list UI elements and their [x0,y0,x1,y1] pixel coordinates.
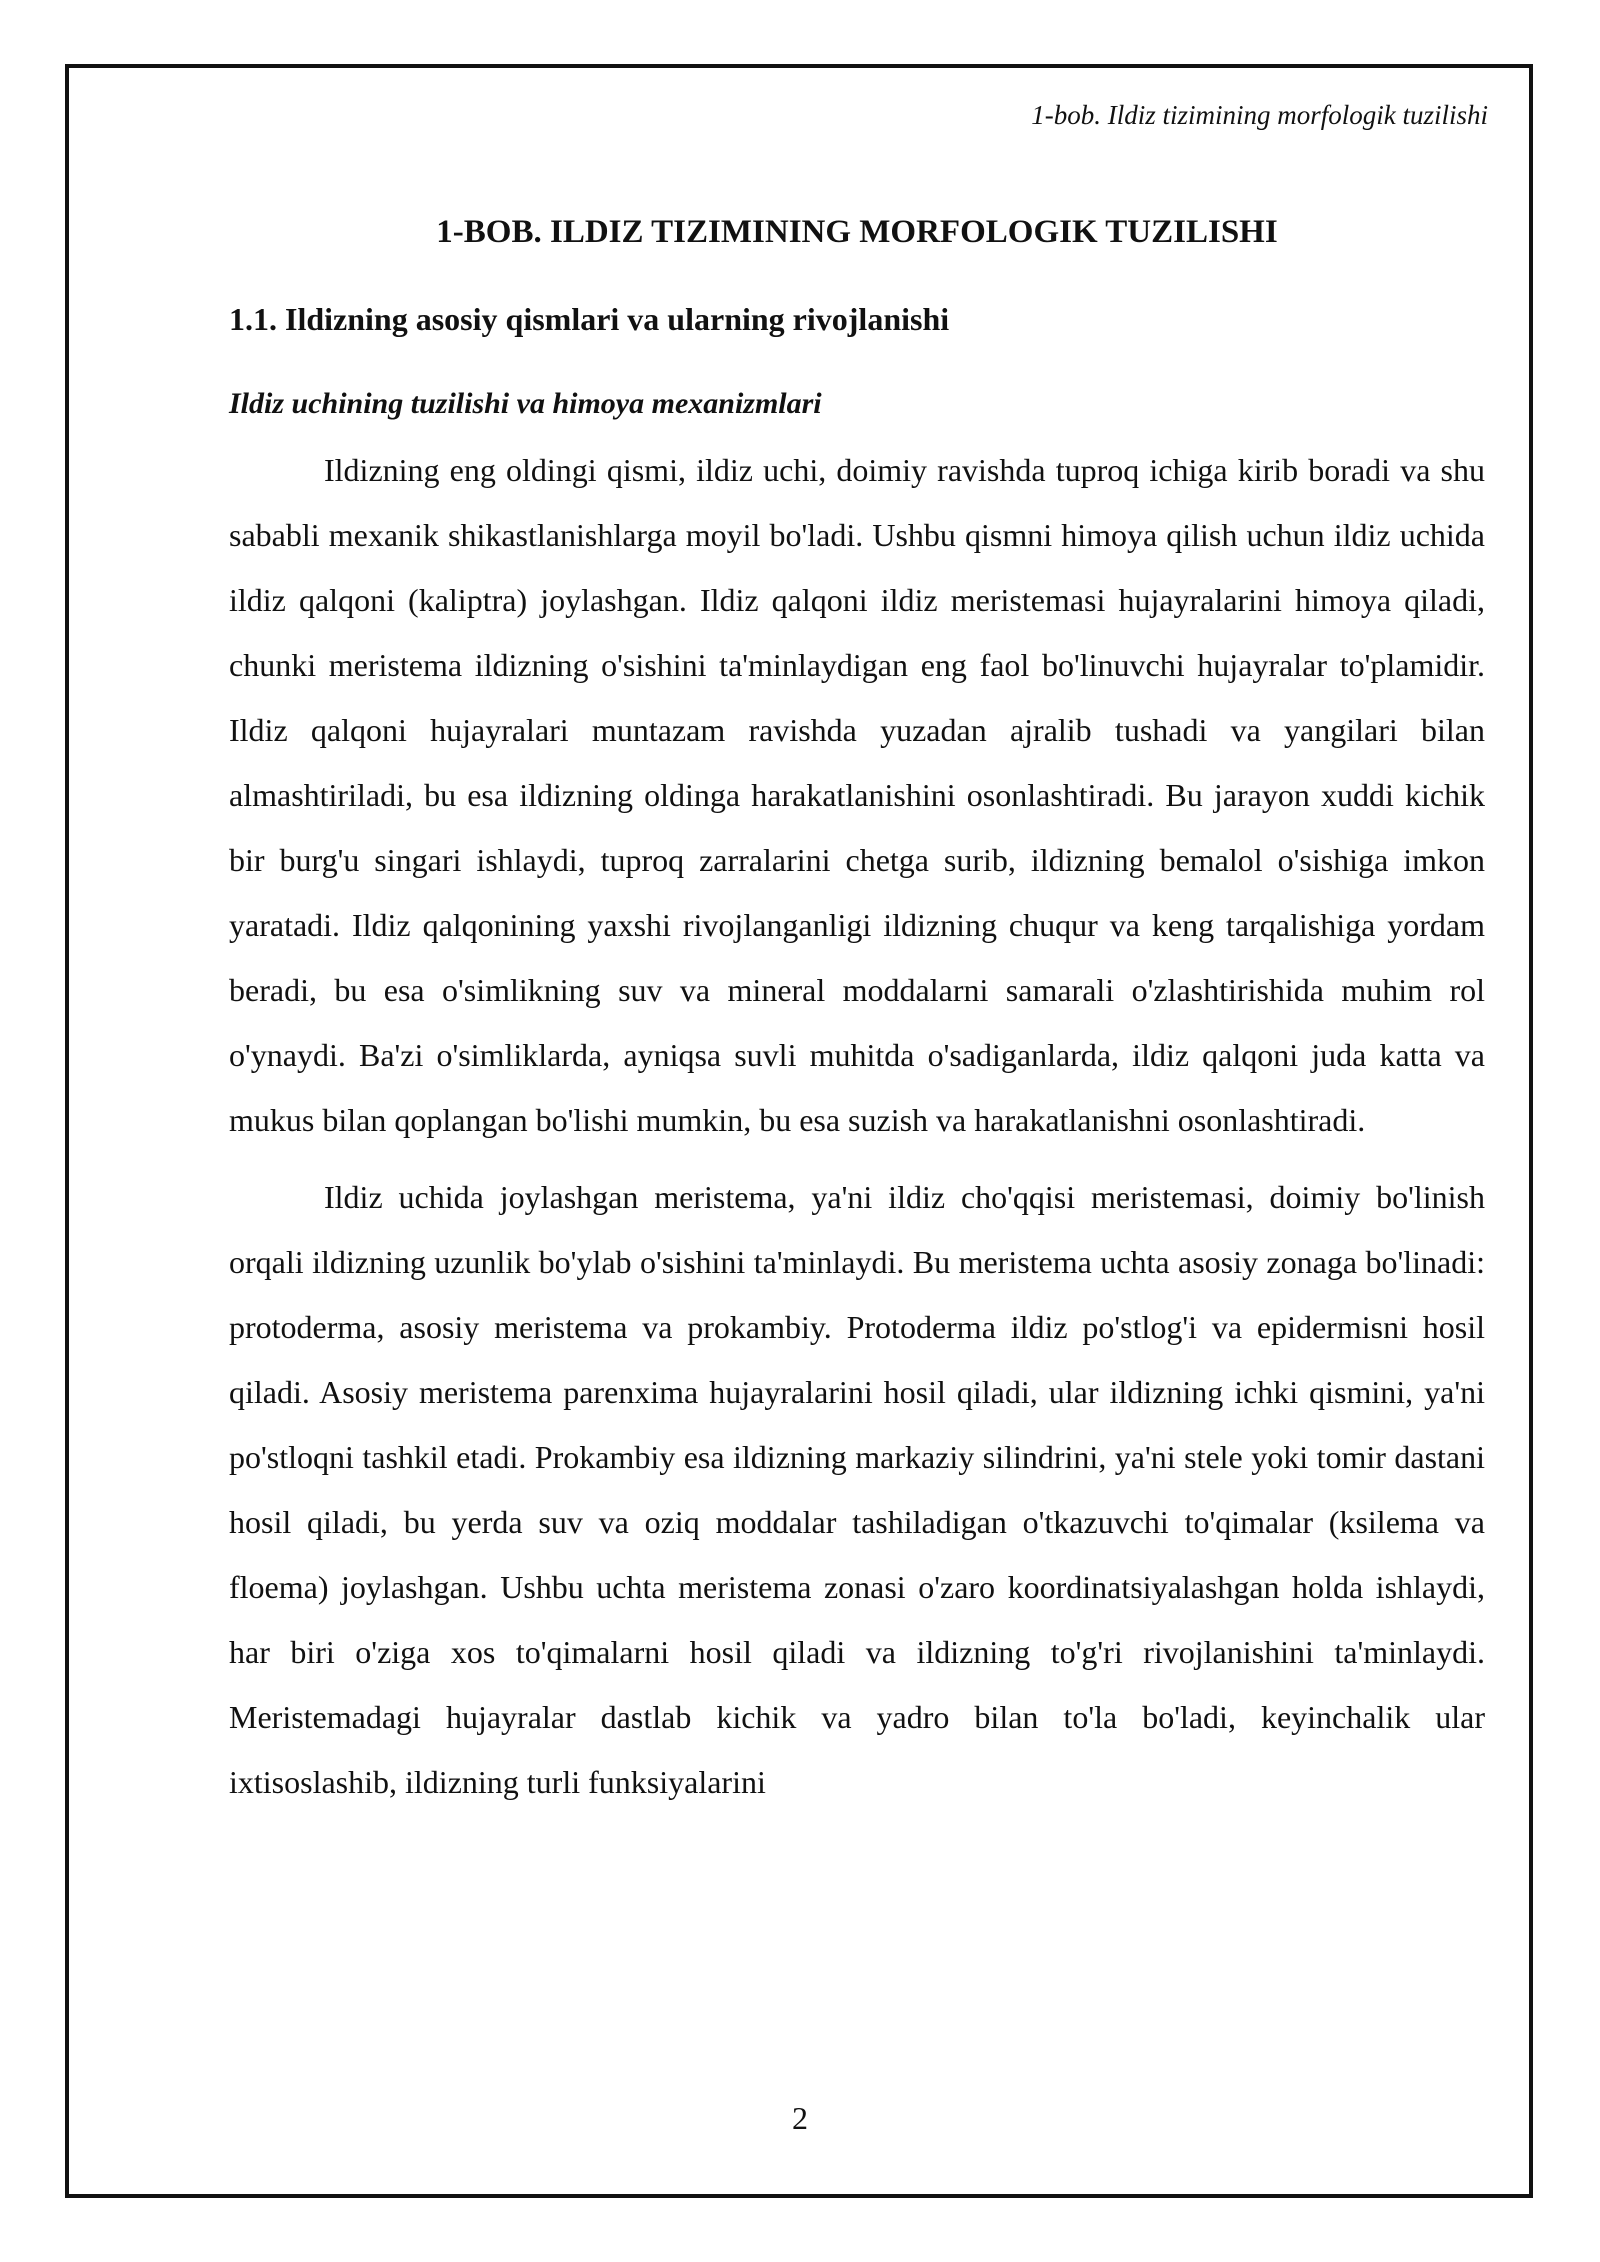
body-paragraph: Ildizning eng oldingi qismi, ildiz uchi, doimiy ravishda tuproq ichiga kirib boradi va shu sababli mexanik shikastlanishlarga moyil bo'ladi. Ushbu qismni himoya qilish uchun ildiz uchida ildiz qalqoni (kaliptra) joylashgan. Ildiz qalqoni ildiz meristemasi hujayralarini himoya qiladi, chunki meristema ildizning o'sishini ta'minlaydigan eng faol bo'linuvchi hujayralar to'plamidir. Ildiz qalqoni hujayralari muntazam ravishda yuzadan ajralib tushadi va yangilari bilan almashtiriladi, bu esa ildizning oldinga harakatlanishini osonlashtiradi. Bu jarayon xuddi kichik bir burg'u singari ishlaydi, tuproq zarralarini chetga surib, ildizning bemalol o'sishiga imkon yaratadi. Ildiz qalqonining yaxshi rivojlanganligi ildizning chuqur va keng tarqalishiga yordam beradi, bu esa o'simlikning suv va mineral moddalarni samarali o'zlashtirishida muhim rol o'ynaydi. Ba'zi o'simliklarda, ayniqsa suvli muhitda o'sadiganlarda, ildiz qalqoni juda katta va mukus bilan qoplangan bo'lishi mumkin, bu esa suzish va harakatlanishni osonlashtiradi. [229,452,1485,1138]
section-title: 1.1. Ildizning asosiy qismlari va ularning rivojlanishi [229,301,950,337]
page-number: 2 [792,2100,808,2136]
running-header: 1-bob. Ildiz tizimining morfologik tuzilishi [1031,100,1488,130]
body-paragraph: Ildiz uchida joylashgan meristema, ya'ni ildiz cho'qqisi meristemasi, doimiy bo'linish orqali ildizning uzunlik bo'ylab o'sishini ta'minlaydi. Bu meristema uchta asosiy zonaga bo'linadi: protoderma, asosiy meristema va prokambiy. Protoderma ildiz po'stlog'i va epidermisni hosil qiladi. Asosiy meristema parenxima hujayralarini hosil qiladi, ular ildizning ichki qismini, ya'ni po'stloqni tashkil etadi. Prokambiy esa ildizning markaziy silindrini, ya'ni stele yoki tomir dastani hosil qiladi, bu yerda suv va oziq moddalar tashiladigan o'tkazuvchi to'qimalar (ksilema va floema) joylashgan. Ushbu uchta meristema zonasi o'zaro koordinatsiyalashgan holda ishlaydi, har biri o'ziga xos to'qimalarni hosil qiladi va ildizning to'g'ri rivojlanishini ta'minlaydi. Meristemadagi hujayralar dastlab kichik va yadro bilan to'la bo'ladi, keyinchalik ular ixtisoslashib, ildizning turli funksiyalarini [229,1179,1485,1800]
page-content [229,210,1485,1815]
subsection-title: Ildiz uchining tuzilishi va himoya mexanizmlari [229,387,822,420]
chapter-title: 1-BOB. ILDIZ TIZIMINING MORFOLOGIK TUZILISHI [436,214,1278,250]
